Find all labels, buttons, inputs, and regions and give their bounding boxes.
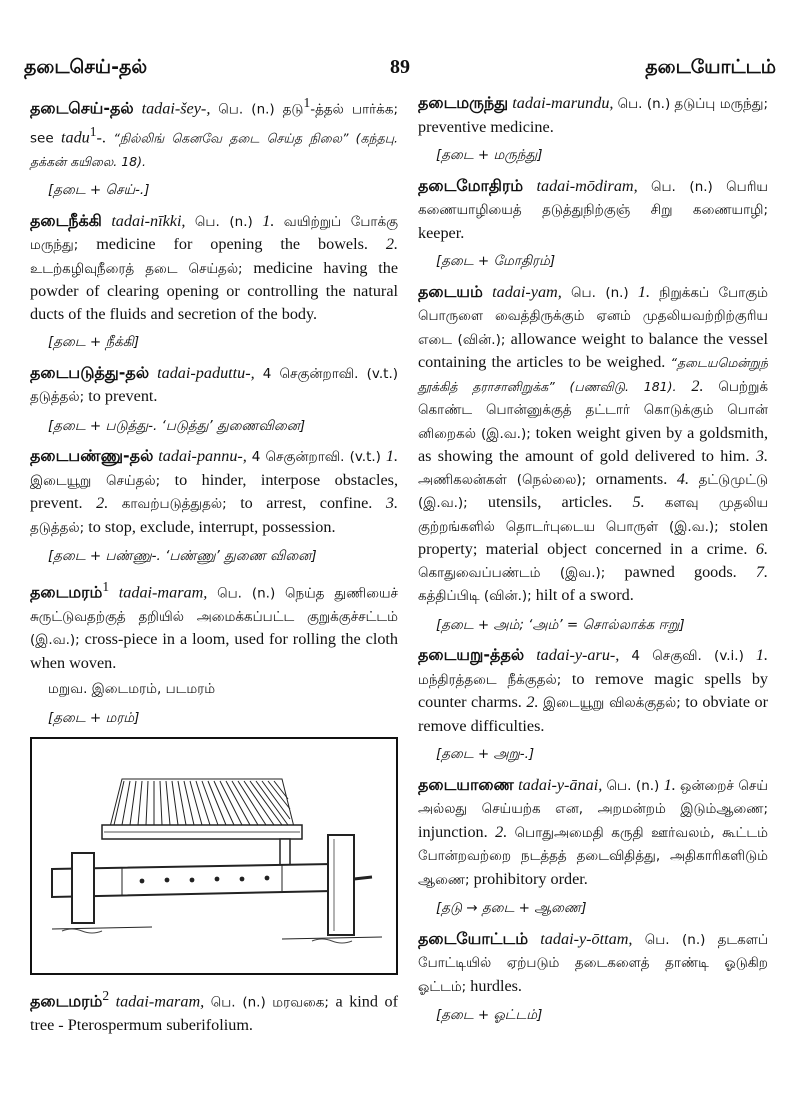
transliteration: tadai-maram,: [115, 992, 205, 1011]
sense-number: 2.: [691, 376, 704, 395]
transliteration: tadai-pannu-,: [158, 447, 247, 466]
english-definition: to stop, exclude, interrupt, possession.: [88, 517, 336, 536]
dictionary-entry: [30, 445, 398, 568]
sense-number: 2.: [526, 693, 539, 711]
english-definition: cross-piece in a loom, used for rolling the cloth when woven.: [30, 630, 398, 672]
part-of-speech: பெ. (n.): [194, 213, 253, 230]
loom-illustration: [30, 737, 398, 975]
headword: தடைமோதிரம்: [418, 175, 524, 195]
tamil-definition: இடையூறு விலக்குதல்;: [543, 695, 681, 711]
headword: தடையம்: [418, 281, 483, 301]
dictionary-entry: [418, 644, 768, 766]
part-of-speech: பெ. (n.): [217, 585, 276, 602]
headword: தடையாணை: [418, 774, 514, 794]
part-of-speech: பெ. (n.): [606, 777, 660, 794]
transliteration: tadai-y-aru-,: [536, 646, 620, 664]
homonym-number: 1: [102, 578, 110, 594]
etymology: [தடை + பண்ணு-. ‘பண்ணு’ துணை வினை]: [48, 548, 317, 565]
tamil-definition: தடுத்தல்;: [30, 519, 85, 536]
etymology: [தடை + படுத்து-. ‘படுத்து’ துணைவினை]: [48, 417, 306, 434]
english-definition: to hinder, interpose obstacles, prevent.: [30, 470, 398, 513]
part-of-speech: பெ. (n.): [210, 994, 266, 1011]
citation: “நில்லிங் கெனவே தடை செய்த நிலை” (கந்தபு. தக்கன் கயிலை. 18).: [30, 130, 398, 169]
left-column: [30, 92, 398, 1045]
transliteration: tadai-marundu,: [512, 94, 614, 112]
sense-number: 4.: [676, 469, 690, 488]
tamil-definition: வயிற்றுப் போக்கு மருந்து;: [30, 213, 398, 254]
headword: தடைமரம்: [30, 991, 103, 1011]
etymology: [தடை + செய்-.]: [48, 182, 150, 199]
headword: தடைபடுத்து-தல்: [30, 362, 150, 382]
transliteration: tadai-šey-,: [141, 99, 211, 118]
dictionary-entry: [418, 928, 768, 1027]
part-of-speech: பெ. (n.): [644, 931, 706, 948]
tamil-definition: கொதுவைப்பண்டம் (இவ.);: [418, 564, 606, 581]
etymology: [தடை + மரம்]: [48, 709, 140, 726]
dictionary-entry: [30, 210, 398, 354]
english-definition: medicine having the powder of clearing opening or controlling the natural ducts of the fluids and secretion of the body.: [30, 258, 399, 323]
etymology: [தடை + நீக்கி]: [48, 334, 140, 351]
sense-number: 1.: [755, 646, 769, 664]
tamil-definition: இடையூறு செய்தல்;: [30, 472, 161, 489]
tamil-definition: களவு முதலிய குற்றங்களில் தொடர்புடைய பொருள் (இ.வ.);: [418, 495, 769, 535]
sense-number: 7.: [755, 562, 769, 581]
etymology: [தடு → தடை + ஆணை]: [436, 900, 587, 916]
transliteration: tadai-paduttu-,: [157, 363, 255, 382]
headword: தடைமரம்: [30, 582, 103, 602]
english-definition: injunction.: [418, 822, 488, 841]
headword: தடைநீக்கி: [30, 210, 102, 230]
sense-number: 5.: [632, 493, 645, 511]
tamil-definition: நெய்த துணியைச் சுருட்டுவதற்குத் தறியில் அமைக்கப்பட்ட குறுக்குச்சட்டம் (இ.வ.);: [30, 585, 399, 649]
english-definition: medicine for opening the bowels.: [96, 235, 368, 254]
english-definition: to obviate or remove difficulties.: [418, 693, 769, 735]
english-definition: to prevent.: [88, 387, 158, 406]
english-definition: prohibitory order.: [473, 869, 588, 888]
dictionary-entry: தடைசெய்-தல் tadai-šey-, பெ. (n.) தடு$^1$-த்தல் பார்க்க; see tadu$^1$-. “நில்லிங் கெனவே தடை செய்த நிலை” (கந்தபு. தக்கன் கயிலை. 18). [தடை + செய்-.]: [30, 92, 398, 202]
sense-number: 1.: [262, 211, 275, 230]
sense-number: 3.: [385, 494, 398, 513]
tamil-definition: அணிகலன்கள் (நெல்லை);: [418, 471, 587, 488]
tamil-definition: கத்திப்பிடி (வின்.);: [418, 588, 532, 604]
english-definition: token weight given by a goldsmith, as showing the amount of gold delivered to him.: [418, 423, 768, 465]
tamil-definition: தடு: [282, 101, 304, 118]
punctuation: -.: [96, 128, 106, 147]
english-definition: allowance weight to balance the vessel containing the articles to be weighed.: [418, 329, 768, 371]
citation: “தடையமென்றுந் தூக்கித் தராசானிறுக்க” (பணவிடு. 181).: [418, 355, 768, 394]
tamil-definition: தட்டுமுட்டு (இ.வ.);: [418, 471, 769, 511]
tamil-definition: உடற்கழிவுநீரைத் தடை செய்தல்;: [30, 260, 243, 277]
sense-number: 1.: [637, 282, 651, 301]
dictionary-entry: [30, 985, 398, 1036]
right-column: [418, 92, 768, 1035]
english-definition: keeper.: [418, 223, 465, 242]
page-number: 89: [390, 56, 410, 78]
english-definition: stolen property; material object concerned in a crime.: [418, 516, 769, 558]
sense-number: 6.: [755, 540, 769, 558]
dictionary-entry: [418, 175, 768, 273]
part-of-speech: 4 செகுன்றாவி. (v.t.): [262, 365, 399, 382]
headword: தடைசெய்-தல்: [30, 98, 134, 118]
tamil-definition: தடகளப் போட்டியில் ஏற்படும் தடைகளைத் தாண்டி ஓடுகிற ஓட்டம்;: [418, 931, 768, 995]
tamil-definition: பொதுஅமைதி கருதி ஊர்வலம், கூட்டம் போன்றவற்றை நடத்தத் தடைவிதித்து, அதிகாரிகளிடும் ஆணை;: [418, 824, 769, 888]
sense-number: 2.: [96, 494, 109, 513]
english-definition: utensils, articles.: [487, 493, 613, 511]
transliteration: tadai-maram,: [118, 583, 208, 602]
transliteration: tadai-yam,: [492, 282, 562, 301]
headword: தடைமருந்து: [418, 93, 509, 112]
dictionary-entry: [418, 92, 768, 167]
english-definition: ornaments.: [595, 469, 668, 488]
tamil-definition: ஒன்றைச் செய் அல்லது செய்யற்க என, அறமன்றம் இடும்ஆணை;: [418, 777, 768, 817]
part-of-speech: பெ. (n.): [651, 178, 713, 195]
tamil-definition: தடுப்பு மருந்து;: [674, 96, 769, 112]
transliteration: tadai-y-ōttam,: [540, 929, 633, 948]
part-of-speech: பெ. (n.): [218, 101, 275, 118]
headword: தடையறு-த்தல்: [418, 645, 525, 664]
english-definition: to remove magic spells by counter charms.: [418, 669, 769, 711]
dictionary-entry: [30, 362, 398, 438]
transliteration: tadai-nīkki,: [111, 211, 186, 230]
loom-drawing-icon: [32, 739, 396, 973]
transliteration: tadai-y-ānai,: [518, 775, 603, 794]
english-definition: to arrest, confine.: [240, 494, 373, 513]
part-of-speech: பெ. (n.): [617, 96, 671, 112]
tamil-definition: மந்திரத்தடை நீக்குதல்;: [418, 671, 562, 688]
transliteration: tadai-mōdiram,: [536, 176, 638, 195]
english-definition: preventive medicine.: [418, 117, 554, 136]
part-of-speech: பெ. (n.): [571, 284, 629, 301]
tamil-definition: காவற்படுத்துதல்;: [121, 496, 227, 513]
etymology: [தடை + அறு-.]: [436, 746, 535, 762]
tamil-definition: பெற்றுக் கொண்ட பொன்னுக்குத் தட்டார் கொடுக்கும் பொன் னிறைகல் (இ.வ.);: [418, 378, 769, 442]
english-definition: hurdles.: [470, 976, 522, 995]
etymology: [தடை + அம்; ‘அம்’ = சொல்லாக்க ஈறு]: [436, 616, 685, 633]
etymology: [தடை + ஓட்டம்]: [436, 1007, 543, 1023]
header-last-word: தடையோட்டம்: [645, 56, 776, 78]
english-definition: hilt of a sword.: [535, 586, 634, 604]
sense-number: 2.: [495, 822, 508, 841]
etymology: [தடை + மருந்து]: [436, 147, 543, 163]
tamil-definition: தடுத்தல்;: [30, 389, 85, 406]
sense-number: 3.: [755, 447, 769, 465]
dictionary-entry: [418, 281, 768, 637]
tamil-definition: மரவகை;: [272, 994, 329, 1011]
tamil-definition: -த்தல் பார்க்க; see: [30, 101, 398, 147]
english-definition: pawned goods.: [624, 562, 737, 581]
sense-number: 1.: [385, 447, 398, 466]
header-first-word: தடைசெய்-தல்: [24, 56, 148, 78]
variant-forms: மறுவ. இடைமரம், படமரம்: [48, 681, 216, 698]
headword: தடைபண்ணு-தல்: [30, 446, 154, 466]
part-of-speech: 4 செகுன்றாவி. (v.t.): [251, 449, 381, 466]
tamil-definition: பெரிய கணையாழியைத் தடுத்துநிற்குஞ் சிறு கணையாழி;: [418, 178, 769, 218]
english-definition: a kind of tree - Pterospermum suberifolium.: [30, 992, 399, 1035]
etymology: [தடை + மோதிரம்]: [436, 253, 556, 269]
cross-reference: tadu: [61, 128, 90, 147]
tamil-definition: நிறுக்கப் போகும் பொருளை வைத்திருக்கும் ஏனம் முதலியவற்றிற்குரிய எடை (வின்.);: [418, 284, 768, 348]
sense-number: 2.: [385, 235, 398, 254]
dictionary-entry: [30, 576, 398, 729]
part-of-speech: 4 செகுவி. (v.i.): [631, 648, 744, 664]
dictionary-entry: [418, 774, 768, 920]
homonym-number: 2: [102, 988, 110, 1004]
headword: தடையோட்டம்: [418, 928, 529, 948]
page-header: [24, 56, 776, 82]
sense-number: 1.: [663, 775, 676, 794]
